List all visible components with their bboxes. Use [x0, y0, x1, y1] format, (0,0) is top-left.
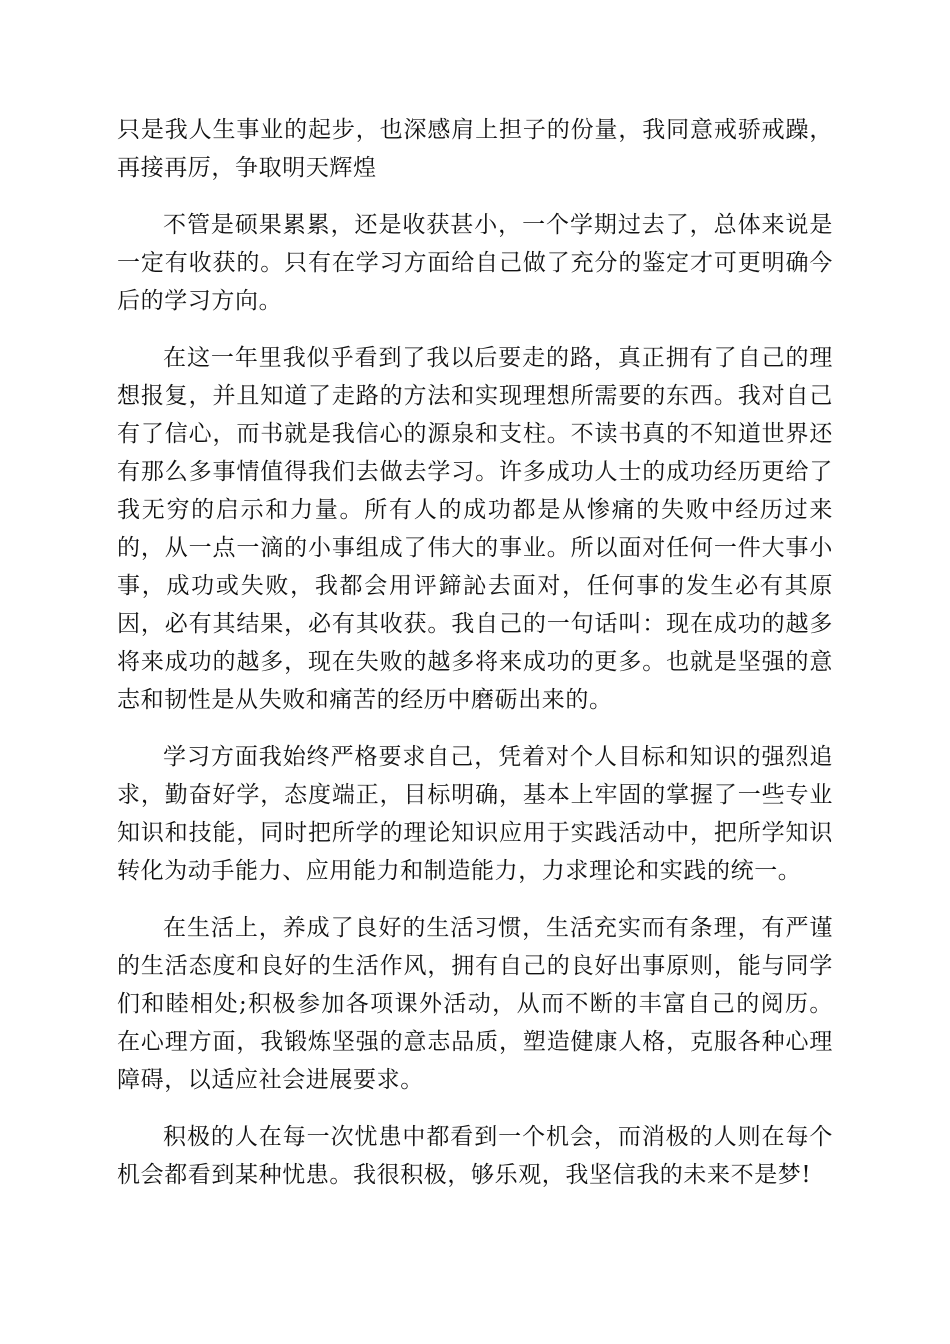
paragraph-5: 在生活上，养成了良好的生活习惯，生活充实而有条理，有严谨的生活态度和良好的生活作风，拥有自己的良好出事原则，能与同学们和睦相处;积极参加各项课外活动，从而不断的丰富自己的阅历。在心理方面，我锻炼坚强的意志品质，塑造健康人格，克服各种心理障碍，以适应社会进展要求。	[117, 915, 833, 1093]
paragraph-6: 积极的人在每一次忧患中都看到一个机会，而消极的人则在每个机会都看到某种忧患。我很积极，够乐观，我坚信我的未来不是梦!	[117, 1124, 833, 1188]
paragraph-1: 只是我人生事业的起步，也深感肩上担子的份量，我同意戒骄戒躁，再接再厉，争取明天辉煌	[117, 117, 833, 181]
paragraph-2: 不管是硕果累累，还是收获甚小，一个学期过去了，总体来说是一定有收获的。只有在学习方面给自己做了充分的鉴定才可更明确今后的学习方向。	[117, 212, 833, 314]
document-body	[117, 111, 833, 1213]
paragraph-4: 学习方面我始终严格要求自己，凭着对个人目标和知识的强烈追求，勤奋好学，态度端正，目标明确，基本上牢固的掌握了一些专业知识和技能，同时把所学的理论知识应用于实践活动中，把所学知识转化为动手能力、应用能力和制造能力，力求理论和实践的统一。	[117, 744, 833, 884]
paragraph-3: 在这一年里我似乎看到了我以后要走的路，真正拥有了自己的理想报复，并且知道了走路的方法和实现理想所需要的东西。我对自己有了信心，而书就是我信心的源泉和支柱。不读书真的不知道世界还有那么多事情值得我们去做去学习。许多成功人士的成功经历更给了我无穷的启示和力量。所有人的成功都是从惨痛的失败中经历过来的，从一点一滴的小事组成了伟大的事业。所以面对任何一件大事小事，成功或失败，我都会用评鍗訫去面对，任何事的发生必有其原因，必有其结果，必有其收获。我自己的一句话叫：现在成功的越多将来成功的越多，现在失败的越多将来成功的更多。也就是坚强的意志和韧性是从失败和痛苦的经历中磨砺出来的。	[117, 345, 833, 713]
